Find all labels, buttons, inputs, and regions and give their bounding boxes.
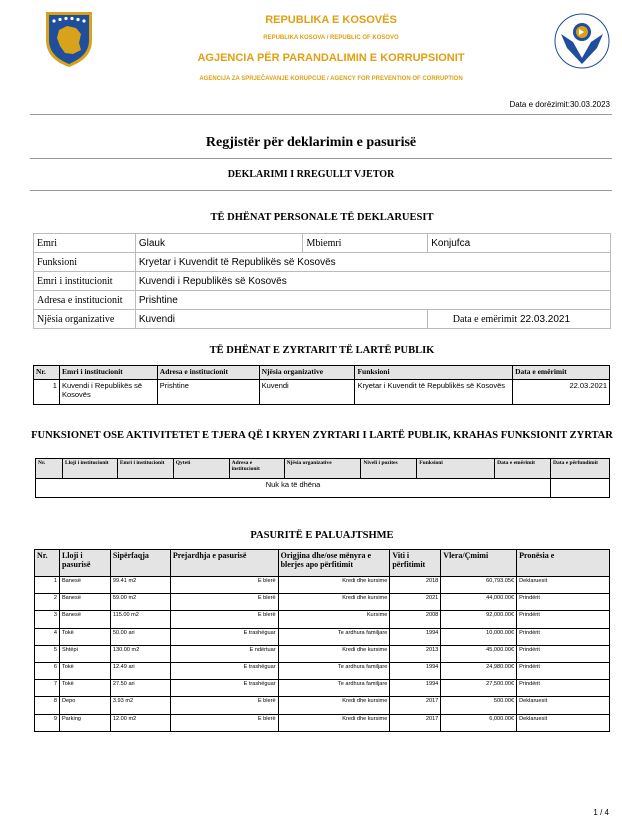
function-label: Funksioni <box>34 253 136 272</box>
table-cell: 2018 <box>390 577 441 594</box>
surname-label: Mbiemri <box>303 234 428 253</box>
column-header: Nr. <box>34 366 60 380</box>
name-value: Glauk <box>135 234 303 253</box>
column-header: Viti i përfitimit <box>390 550 441 577</box>
table-cell: E trashëguar <box>170 628 278 645</box>
header-agency-name: AGJENCIA PËR PARANDALIMIN E KORRUPSIONIT <box>197 52 465 64</box>
header-republic-translations: REPUBLIKA KOSOVA / REPUBLIC OF KOSOVO <box>263 35 399 41</box>
table-cell: Deklaruesit <box>517 714 610 731</box>
table-cell: E blerë <box>170 714 278 731</box>
table-cell: Kredi dhe kursime <box>278 697 390 714</box>
table-cell: 10,000.00€ <box>441 628 517 645</box>
column-header: Vlera/Çmimi <box>441 550 517 577</box>
table-cell: Kredi dhe kursime <box>278 645 390 662</box>
table-cell: 6,000.00€ <box>441 714 517 731</box>
table-cell: Kredi dhe kursime <box>278 594 390 611</box>
address-label: Adresa e institucionit <box>34 291 136 310</box>
table-cell: Te ardhura familjare <box>278 662 390 679</box>
table-cell: 24,980.00€ <box>441 662 517 679</box>
table-cell: Shtëpi <box>59 645 110 662</box>
table-cell: 2017 <box>390 714 441 731</box>
table-cell: Prindërit <box>517 628 610 645</box>
table-cell: Tokë <box>59 628 110 645</box>
table-cell: 2017 <box>390 697 441 714</box>
column-header: Data e emërimit <box>513 366 610 380</box>
table-header-row <box>35 550 610 577</box>
column-header: Nr. <box>36 459 63 479</box>
table-cell: 2008 <box>390 611 441 628</box>
column-header: Origjina dhe/ose mënyra e blerjes apo përfitimit <box>278 550 390 577</box>
table-cell: Prindërit <box>517 662 610 679</box>
column-header: Adresa e institucionit <box>229 459 284 479</box>
empty-message: Nuk ka të dhëna <box>36 479 551 498</box>
property-rows <box>35 577 610 732</box>
property-title: PASURITË E PALUAJTSHME <box>250 530 394 541</box>
table-cell: Kredi dhe kursime <box>278 714 390 731</box>
institution-label: Emri i institucionit <box>34 272 136 291</box>
table-row <box>35 697 610 714</box>
table-cell: 4 <box>35 628 60 645</box>
table-cell: Banesë <box>59 577 110 594</box>
table-cell: 92,000.00€ <box>441 611 517 628</box>
table-cell: 115.00 m2 <box>110 611 170 628</box>
column-header: Emri i institucionit <box>117 459 173 479</box>
column-header: Funksioni <box>417 459 495 479</box>
table-cell: 59.00 m2 <box>110 594 170 611</box>
column-header: Njësia organizative <box>259 366 355 380</box>
table-cell: 1 <box>34 380 60 405</box>
table-cell: E blerë <box>170 577 278 594</box>
table-row <box>34 272 611 291</box>
column-header: Prejardhja e pasurisë <box>170 550 278 577</box>
column-header: Niveli i pozites <box>361 459 417 479</box>
table-cell: E blerë <box>170 611 278 628</box>
table-cell: Banesë <box>59 611 110 628</box>
other-functions-table <box>35 458 610 498</box>
property-table <box>34 549 610 732</box>
table-cell: Prindërit <box>517 680 610 697</box>
table-cell: Prindërit <box>517 611 610 628</box>
column-header: Pronësia e <box>517 550 610 577</box>
table-cell: Deklaruesit <box>517 577 610 594</box>
column-header: Sipërfaqja <box>110 550 170 577</box>
table-row <box>35 662 610 679</box>
table-cell: 8 <box>35 697 60 714</box>
table-row <box>36 479 610 498</box>
table-cell: 3.93 m2 <box>110 697 170 714</box>
table-cell: Tokë <box>59 680 110 697</box>
table-cell <box>551 479 610 498</box>
table-row <box>35 645 610 662</box>
table-cell: 9 <box>35 714 60 731</box>
table-cell: 50.00 ari <box>110 628 170 645</box>
address-value: Prishtine <box>135 291 610 310</box>
table-row <box>34 291 611 310</box>
table-row <box>35 594 610 611</box>
table-cell: E ndërtuar <box>170 645 278 662</box>
table-header-row <box>34 366 610 380</box>
column-header: Adresa e institucionit <box>157 366 259 380</box>
table-cell: 1994 <box>390 680 441 697</box>
column-header: Njësia organizative <box>284 459 361 479</box>
table-cell: E blerë <box>170 697 278 714</box>
table-cell: 27,500.00€ <box>441 680 517 697</box>
page-title: Regjistër për deklarimin e pasurisë <box>205 135 417 150</box>
table-header-row <box>36 459 610 479</box>
name-label: Emri <box>34 234 136 253</box>
appointment-label: Data e emërimit <box>452 313 518 325</box>
divider <box>30 114 612 115</box>
table-cell: Kredi dhe kursime <box>278 577 390 594</box>
unit-value: Kuvendi <box>135 310 427 329</box>
column-header: Nr. <box>35 550 60 577</box>
table-cell: Kursime <box>278 611 390 628</box>
table-cell: 1 <box>35 577 60 594</box>
table-cell: E blerë <box>170 594 278 611</box>
table-cell: 3 <box>35 611 60 628</box>
column-header: Emri i institucionit <box>59 366 157 380</box>
document-header <box>0 0 622 96</box>
table-cell: 22.03.2021 <box>513 380 610 405</box>
table-cell: 45,000.00€ <box>441 645 517 662</box>
declaration-type: DEKLARIMI I RREGULLT VJETOR <box>227 169 395 180</box>
table-row <box>35 680 610 697</box>
table-cell: Te ardhura familjare <box>278 628 390 645</box>
column-header: Lloji i institucionit <box>62 459 117 479</box>
surname-value: Konjufca <box>428 234 611 253</box>
table-cell: E trashëguar <box>170 662 278 679</box>
institution-value: Kuvendi i Republikës së Kosovës <box>135 272 610 291</box>
table-cell: 7 <box>35 680 60 697</box>
divider <box>30 190 612 191</box>
divider <box>30 158 612 159</box>
table-cell: 500.00€ <box>441 697 517 714</box>
table-cell: 60,793.05€ <box>441 577 517 594</box>
table-cell: 99.41 m2 <box>110 577 170 594</box>
table-cell: 2013 <box>390 645 441 662</box>
table-cell: 12.49 ari <box>110 662 170 679</box>
table-cell: Kuvendi i Republikës së Kosovës <box>59 380 157 405</box>
table-cell: 27.50 ari <box>110 680 170 697</box>
personal-data-title: TË DHËNAT PERSONALE TË DEKLARUESIT <box>210 212 434 223</box>
table-cell: Deklaruesit <box>517 697 610 714</box>
table-cell: 12.00 m2 <box>110 714 170 731</box>
table-cell: 130.00 m2 <box>110 645 170 662</box>
appointment-cell <box>428 310 611 329</box>
other-functions-title: FUNKSIONET OSE AKTIVITETET E TJERA QË I KRYEN ZYRTARI I LARTË PUBLIK, KRAHAS FUNKSIONIT ZYRTAR <box>31 430 613 441</box>
table-row <box>35 714 610 731</box>
table-row <box>34 253 611 272</box>
official-data-title: TË DHËNAT E ZYRTARIT TË LARTË PUBLIK <box>209 345 435 356</box>
column-header: Data e emërimit <box>495 459 551 479</box>
anti-corruption-agency-logo-icon <box>553 12 611 70</box>
column-header: Lloji i pasurisë <box>59 550 110 577</box>
unit-label: Njësia organizative <box>34 310 136 329</box>
table-row <box>35 577 610 594</box>
table-cell: 1994 <box>390 628 441 645</box>
table-cell: Kryetar i Kuvendit të Republikës së Kosovës <box>355 380 513 405</box>
table-cell: 5 <box>35 645 60 662</box>
table-cell: Prishtine <box>157 380 259 405</box>
official-data-table <box>33 365 610 405</box>
table-row <box>35 628 610 645</box>
table-row <box>34 310 611 329</box>
table-row <box>34 234 611 253</box>
table-cell: Banesë <box>59 594 110 611</box>
table-cell: Depo <box>59 697 110 714</box>
column-header: Funksioni <box>355 366 513 380</box>
table-cell: Tokë <box>59 662 110 679</box>
column-header: Data e përfundimit <box>551 459 610 479</box>
table-cell: Kuvendi <box>259 380 355 405</box>
table-cell: 1994 <box>390 662 441 679</box>
column-header: Qyteti <box>173 459 229 479</box>
table-cell: 2 <box>35 594 60 611</box>
appointment-value: 22.03.2021 <box>520 313 571 325</box>
kosovo-coat-of-arms-icon <box>43 10 95 68</box>
header-agency-translations: AGENCIJA ZA SPRJEČAVANJE KORUPCIJE / AGENCY FOR PREVENTION OF CORRUPTION <box>199 76 463 82</box>
header-republic-name: REPUBLIKA E KOSOVËS <box>265 14 397 26</box>
table-cell: Parking <box>59 714 110 731</box>
table-cell: Te ardhura familjare <box>278 680 390 697</box>
function-value: Kryetar i Kuvendit të Republikës së Kosovës <box>135 253 610 272</box>
table-cell: Prindërit <box>517 645 610 662</box>
table-row <box>34 380 610 405</box>
page-number: 1 / 4 <box>593 808 609 817</box>
table-cell: 2021 <box>390 594 441 611</box>
personal-data-table <box>33 233 611 329</box>
table-cell: E trashëguar <box>170 680 278 697</box>
table-cell: 6 <box>35 662 60 679</box>
submission-date: Data e dorëzimit:30.03.2023 <box>509 100 610 109</box>
table-cell: 44,000.00€ <box>441 594 517 611</box>
table-row <box>35 611 610 628</box>
table-cell: Prindërit <box>517 594 610 611</box>
